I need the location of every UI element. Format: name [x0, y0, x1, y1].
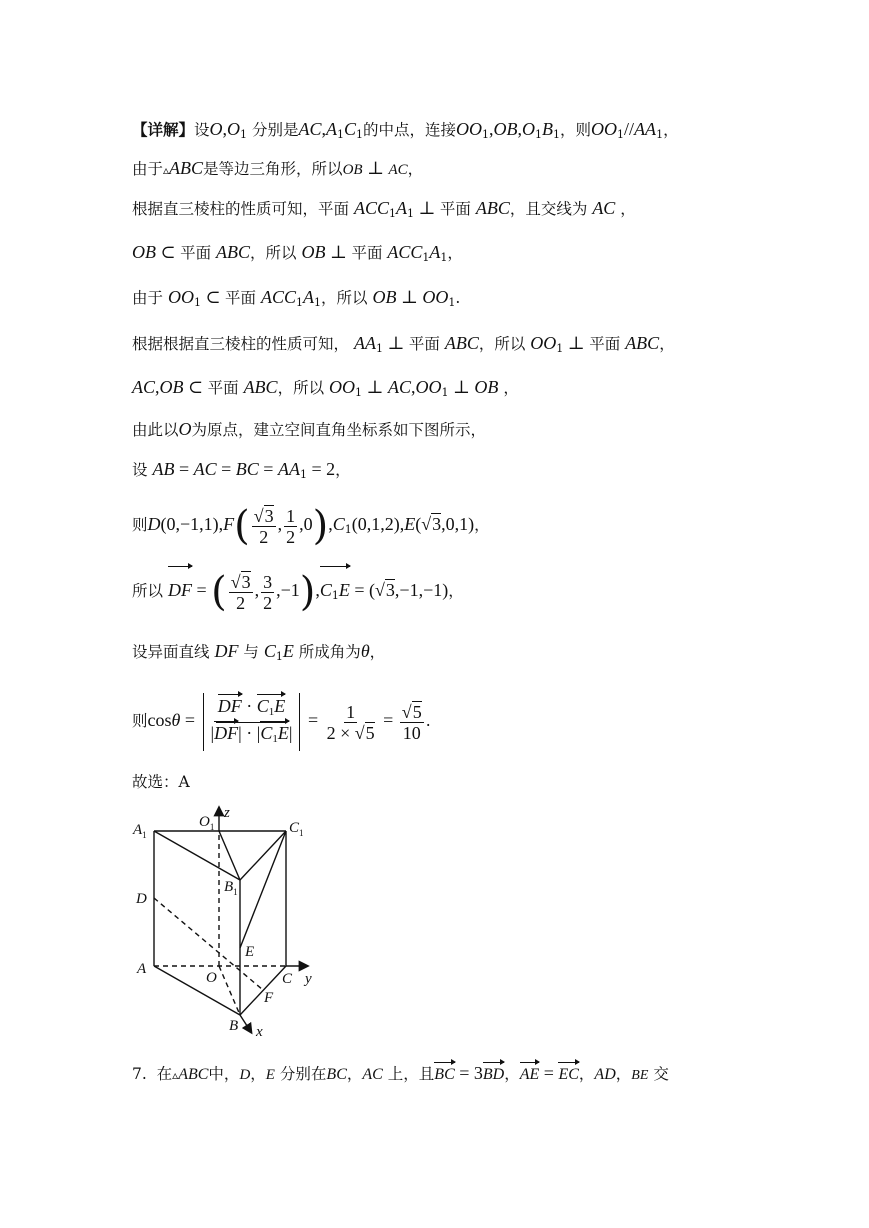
edge-O1B1 — [219, 831, 240, 880]
label-y: y — [305, 971, 312, 987]
solution-line-1: 【详解】设$O,O_1$ 分别是$AC,A_1C_1$的中点，连接$OO_1,OB,O_1B_1$，则$OO_1//AA_1$， — [132, 119, 679, 141]
label-B: B — [229, 1018, 239, 1034]
solution-line-10: 则D(0,−1,1),F( $\frac{√3}{2}$ , $\frac{1}{2}$ $,0),C_1(0,1,2),E(√3,0,1)$， — [132, 503, 490, 549]
segment-C1E — [240, 831, 286, 948]
label-C1: $C_1$ — [289, 820, 304, 838]
problem-7: 7. 在▵ABC中，D，E 分别在BC，AC 上，且BC = 3BD，AE = EC，AD，BE 交 — [132, 1062, 669, 1087]
label-A1: $A_1$ — [133, 822, 147, 840]
solution-line-3: 根据直三棱柱的性质可知，平面 $ACC_1A_1$ ⊥ 平面 ABC，且交线为 AC ， — [132, 198, 636, 220]
solution-line-11: 所以 DF = ( $\frac{√3}{2}$ , $\frac{3}{2}$ $,-1),C_1E = (√3,-1,-1)$， — [132, 568, 464, 618]
solution-line-13: 则cosθ = $\frac{DF \cdot C_1E}{|DF| \cdot |C_1E|}$ = $\frac{1}{2 \times √5}$ = $\frac{√5}{10}$ . — [132, 688, 431, 753]
solution-line-2: 由于▵ABC是等边三角形，所以OB ⊥ AC， — [132, 158, 424, 178]
edge-A1B1 — [154, 831, 240, 880]
prism-figure — [130, 800, 315, 1042]
solution-line-12: 设异面直线 DF 与 $C_1E$ 所成角为θ， — [132, 641, 386, 663]
edge-AB — [154, 966, 240, 1015]
label-z: z — [224, 805, 230, 821]
label-C: C — [282, 971, 293, 987]
segment-OB — [219, 966, 240, 1015]
edge-C1B1 — [240, 831, 286, 880]
solution-line-6: 根据根据直三棱柱的性质可知， $AA_1$ ⊥ 平面 ABC，所以 $OO_1$ ⊥ 平面 ABC， — [132, 333, 675, 355]
answer-text: 故选：A — [132, 773, 190, 791]
solution-line-5: 由于 $OO_1$ ⊂ 平面 $ACC_1A_1$，所以 OB ⊥ $OO_1$. — [132, 287, 461, 309]
solution-line-7: AC,OB ⊂ 平面 ABC，所以 $OO_1$ ⊥ $AC,OO_1$ ⊥ OB ， — [132, 377, 519, 399]
detail-label: 【详解】 — [132, 120, 195, 139]
solution-line-4: OB ⊂ 平面 ABC，所以 OB ⊥ 平面 $ACC_1A_1$， — [132, 242, 463, 264]
solution-line-9: 设 AB = AC = BC = $AA_1 = 2$， — [132, 459, 351, 481]
label-D: D — [136, 891, 147, 907]
edge-CB — [240, 966, 286, 1015]
problem-number: 7. — [132, 1065, 147, 1083]
label-F: F — [264, 990, 274, 1006]
label-O1: $O_1$ — [199, 814, 215, 832]
label-B1: $B_1$ — [224, 879, 238, 897]
label-A: A — [137, 961, 147, 977]
label-O: O — [206, 970, 217, 986]
label-x: x — [256, 1024, 263, 1040]
answer-line — [132, 771, 190, 793]
x-axis — [240, 1015, 251, 1032]
label-E: E — [245, 944, 255, 960]
solution-line-8: 由此以O为原点，建立空间直角坐标系如下图所示， — [132, 419, 487, 439]
